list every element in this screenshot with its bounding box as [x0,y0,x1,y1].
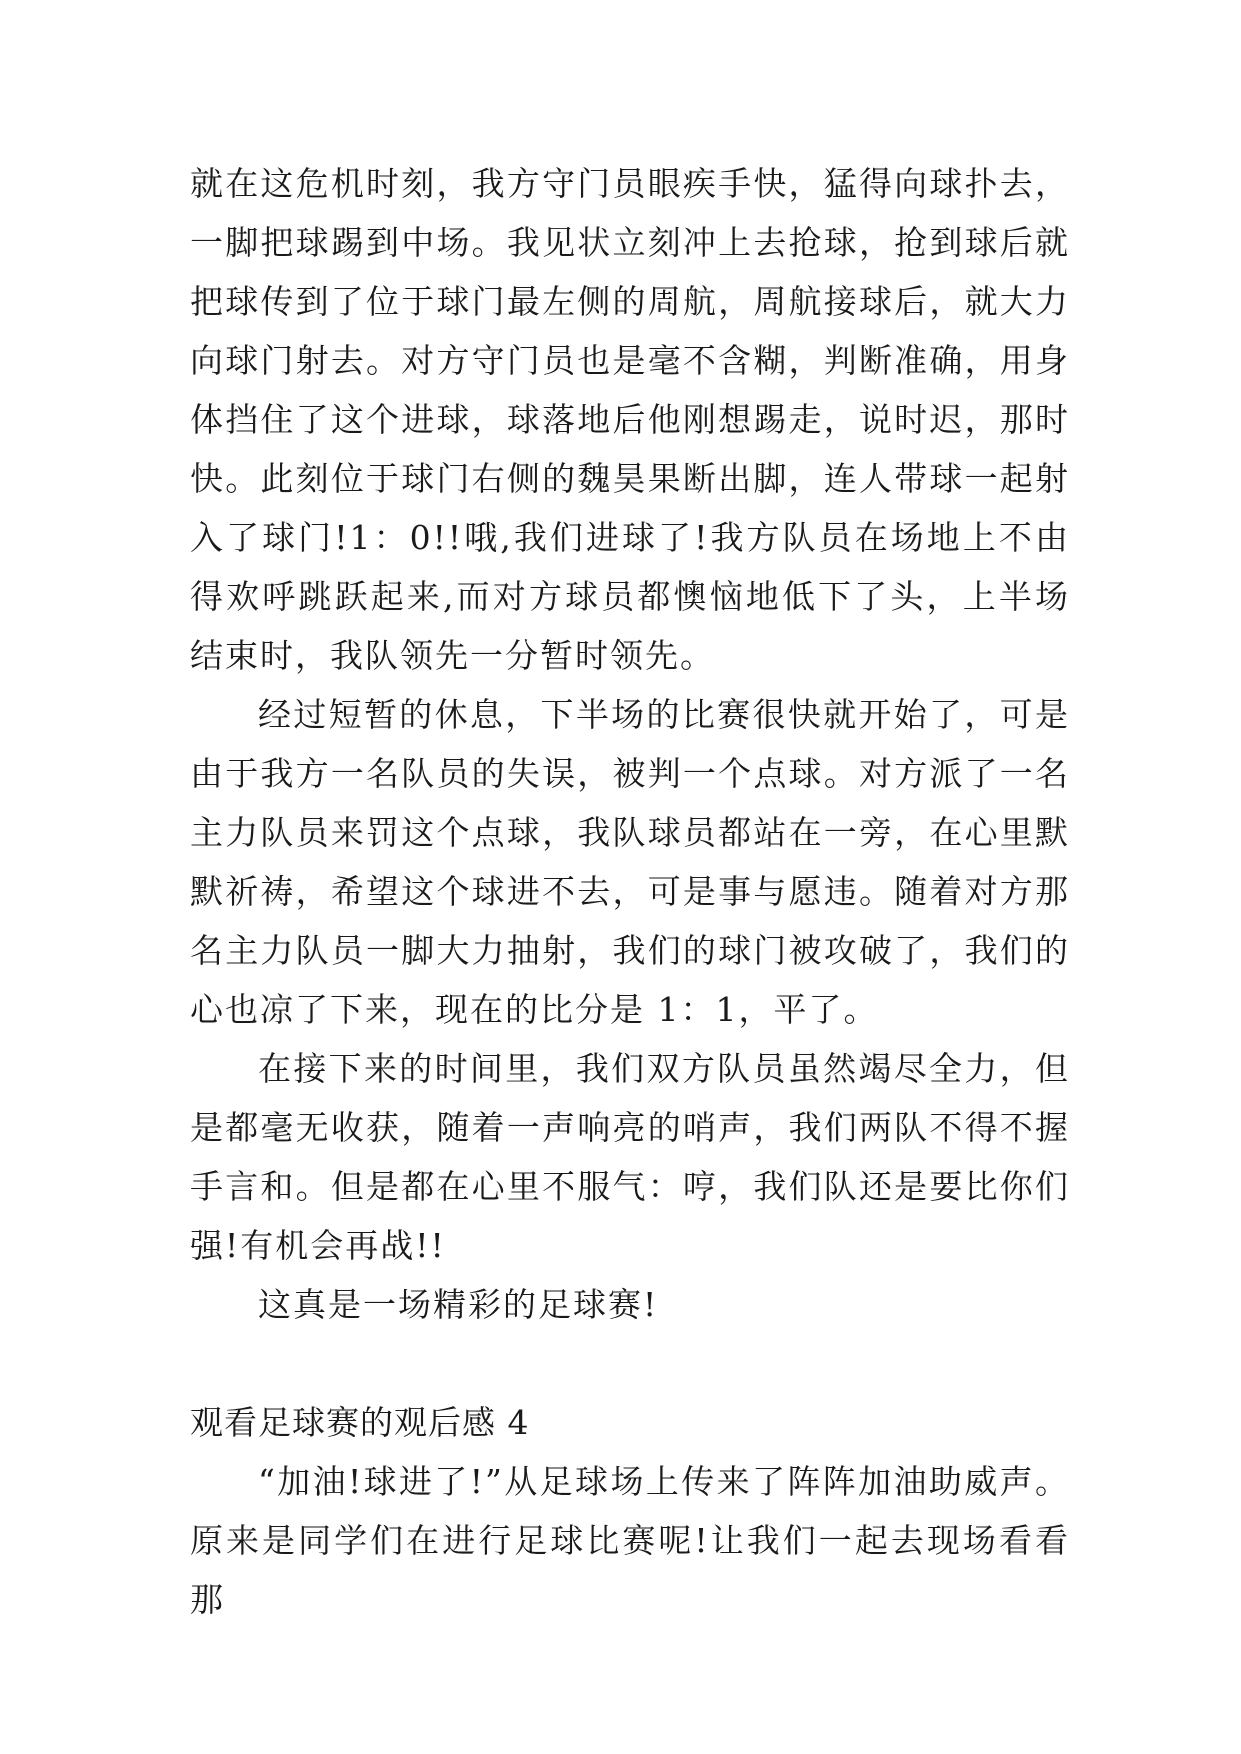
paragraph-3: 在接下来的时间里，我们双方队员虽然竭尽全力，但是都毫无收获，随着一声响亮的哨声，我们两队不得不握手言和。但是都在心里不服气：哼，我们队还是要比你们强!有机会再战!! [190,1049,1070,1265]
document-body [190,154,1070,1629]
section-heading: 观看足球赛的观后感 4 [190,1403,530,1442]
paragraph-4: 这真是一场精彩的足球赛! [258,1285,659,1324]
paragraph-1: 就在这危机时刻，我方守门员眼疾手快，猛得向球扑去，一脚把球踢到中场。我见状立刻冲上去抢球，抢到球后就把球传到了位于球门最左侧的周航，周航接球后，就大力向球门射去。对方守门员也是毫不含糊，判断准确，用身体挡住了这个进球，球落地后他刚想踢走，说时迟，那时快。此刻位于球门右侧的魏昊果断出脚，连人带球一起射入了球门!1：0!!哦,我们进球了!我方队员在场地上不由得欢呼跳跃起来,而对方球员都懊恼地低下了头，上半场结束时，我队领先一分暂时领先。 [190,164,1070,675]
section-paragraph-1: “加油!球进了!”从足球场上传来了阵阵加油助威声。原来是同学们在进行足球比赛呢!让我们一起去现场看看那 [190,1462,1070,1619]
paragraph-2: 经过短暂的休息，下半场的比赛很快就开始了，可是由于我方一名队员的失误，被判一个点球。对方派了一名主力队员来罚这个点球，我队球员都站在一旁，在心里默默祈祷，希望这个球进不去，可是事与愿违。随着对方那名主力队员一脚大力抽射，我们的球门被攻破了，我们的心也凉了下来，现在的比分是 1：1，平了。 [190,695,1070,1029]
section-spacer [190,1334,1070,1393]
